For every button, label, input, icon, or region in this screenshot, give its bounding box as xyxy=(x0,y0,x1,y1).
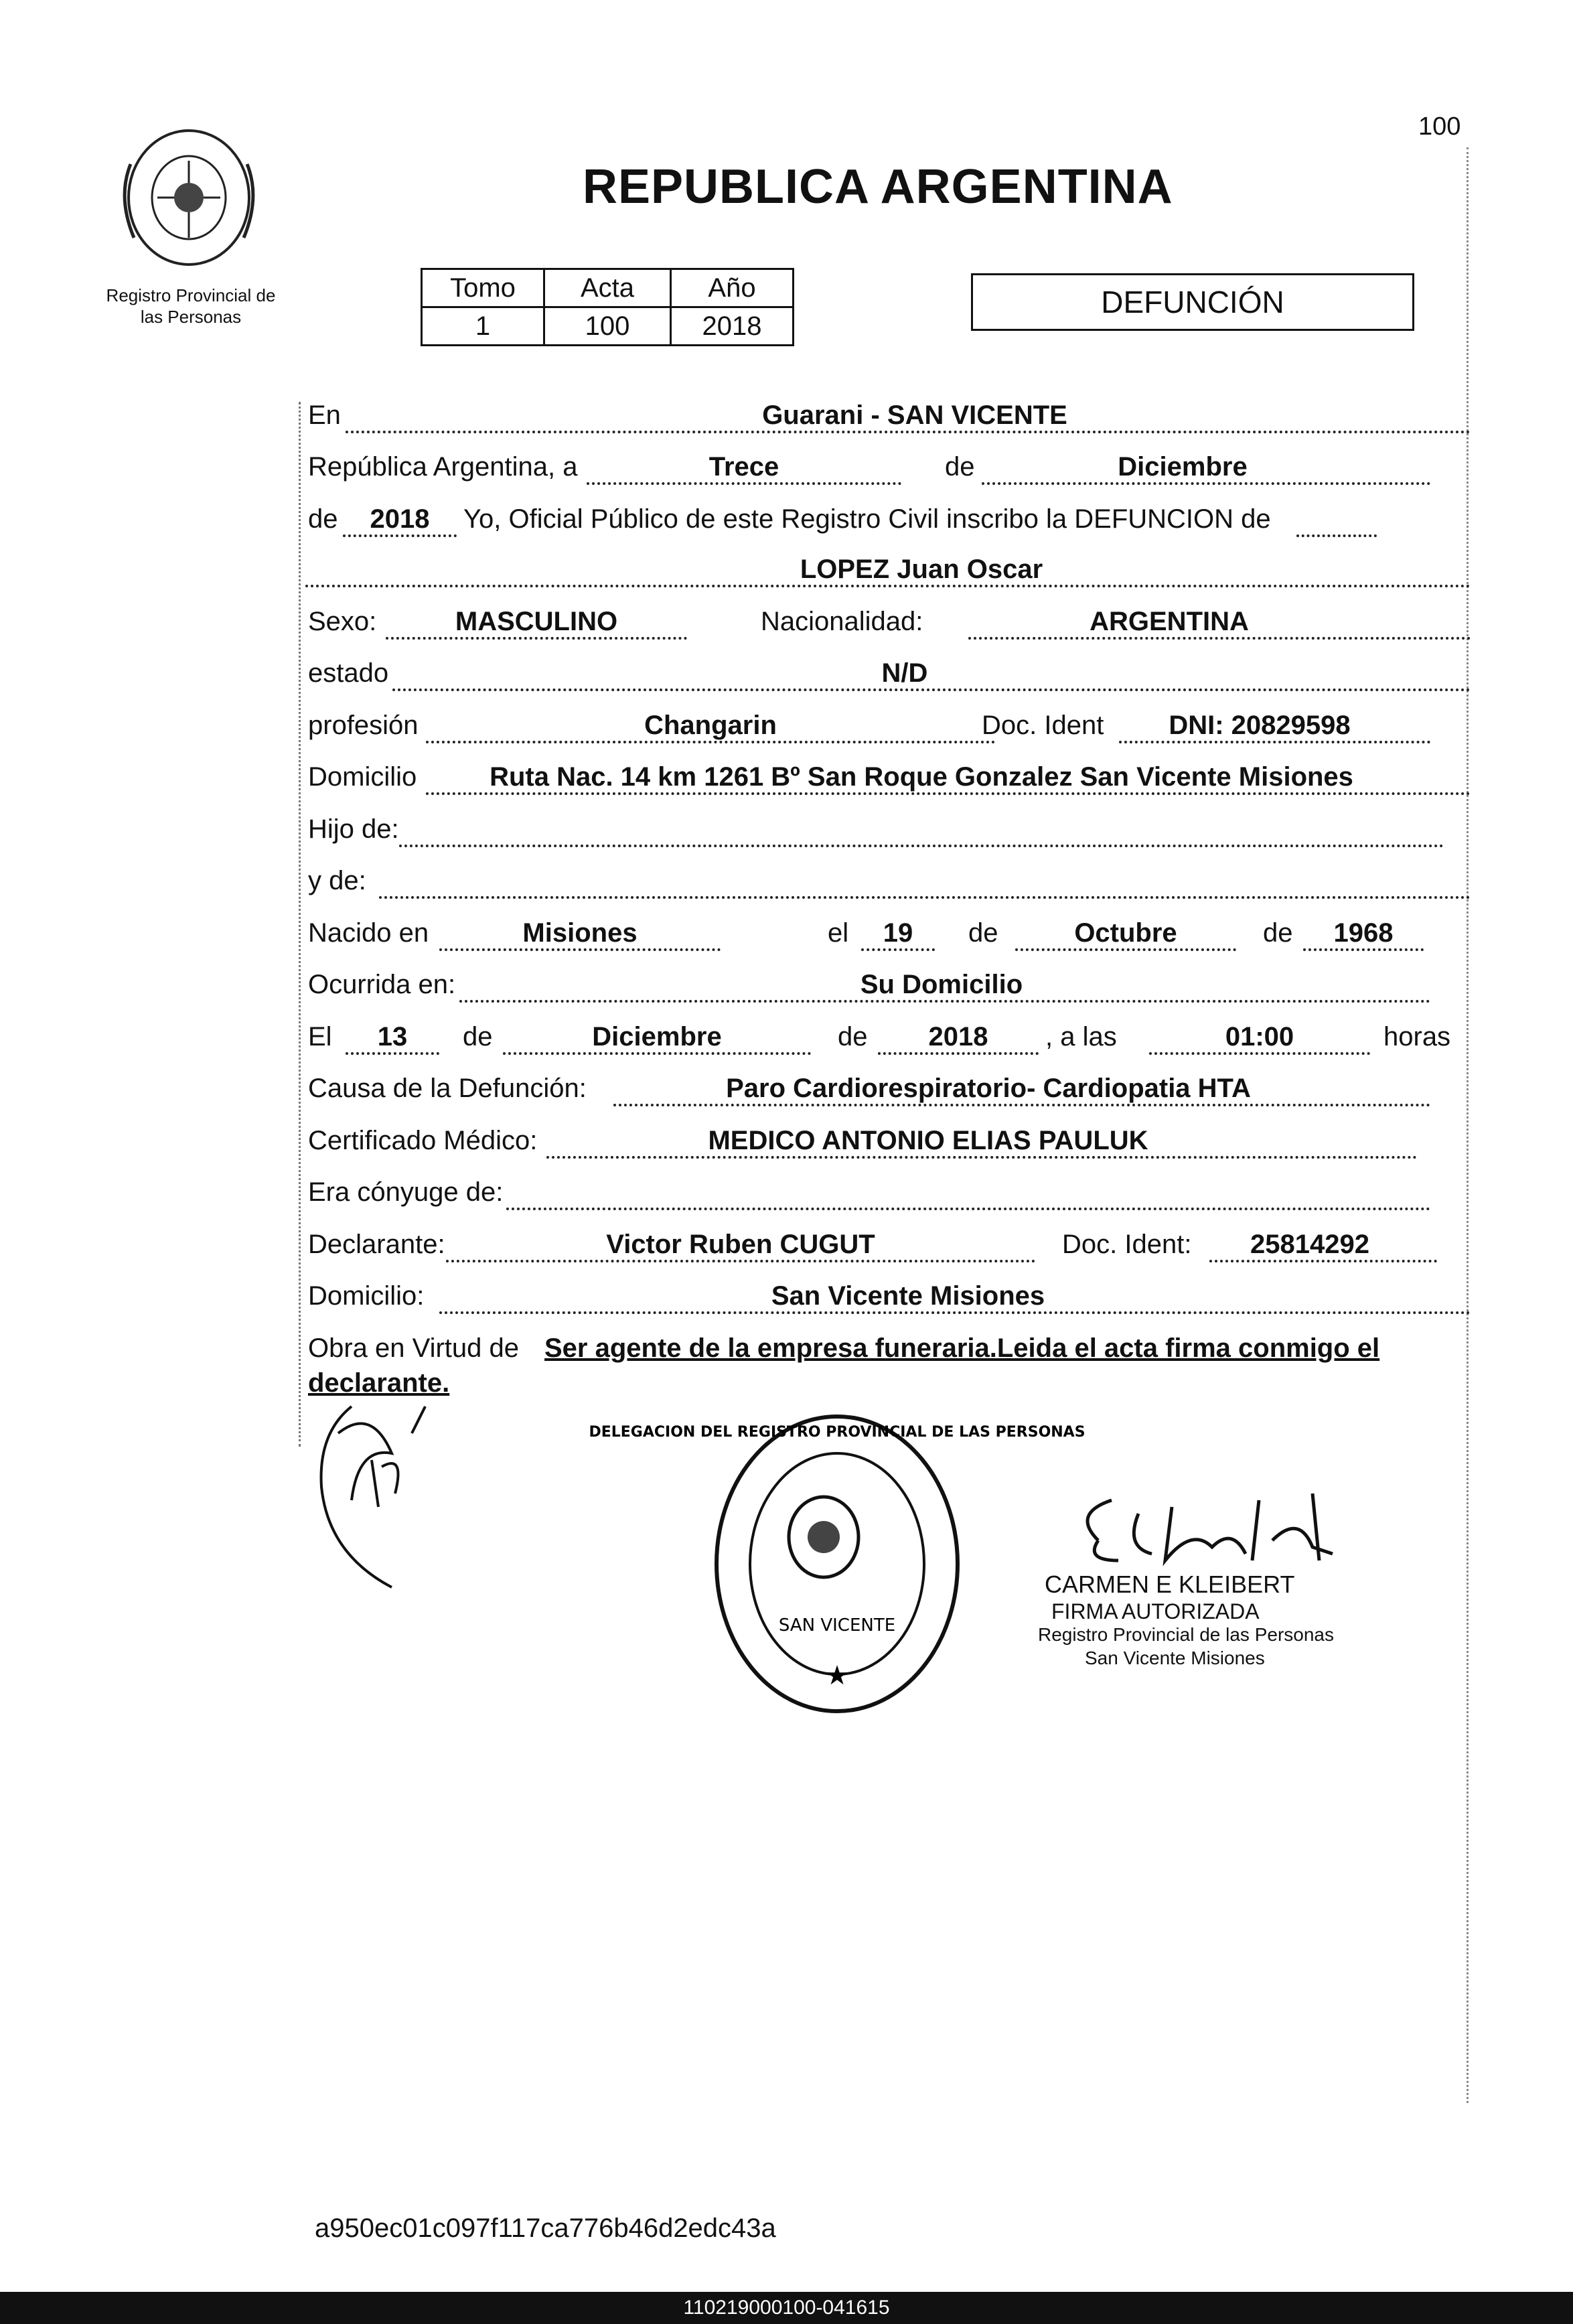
value-profesion: Changarin xyxy=(644,711,777,740)
label-en: En xyxy=(308,401,341,430)
page-number: 100 xyxy=(1418,113,1461,141)
label-obra: Obra en Virtud de xyxy=(308,1333,520,1363)
value-mes: Diciembre xyxy=(1118,452,1248,482)
label-doc-ident: Doc. Ident xyxy=(982,711,1104,740)
label-sexo: Sexo: xyxy=(308,607,377,636)
value-estado: N/D xyxy=(881,658,928,688)
page-title: REPUBLICA ARGENTINA xyxy=(583,160,1173,214)
value-domicilio: Ruta Nac. 14 km 1261 Bº San Roque Gonzalez San Vicente Misiones xyxy=(490,762,1353,792)
stamp-inner-text: SAN VICENTE xyxy=(778,1615,896,1636)
row-republica xyxy=(305,443,1444,490)
signer-name: CARMEN E KLEIBERT xyxy=(1045,1571,1295,1598)
value-doc: DNI: 20829598 xyxy=(1169,711,1351,740)
row-certificado xyxy=(305,1117,1444,1164)
value-fecha-anio: 2018 xyxy=(928,1022,988,1051)
label-a-las: , a las xyxy=(1045,1022,1117,1051)
value-obra-line2: declarante. xyxy=(308,1368,450,1398)
label-causa: Causa de la Defunción: xyxy=(308,1074,587,1103)
official-signature-block xyxy=(1038,1487,1379,1688)
label-y-de: y de: xyxy=(308,866,366,895)
signer-place: San Vicente Misiones xyxy=(1085,1648,1265,1668)
label-de2: de xyxy=(968,918,998,948)
row-ocurrida xyxy=(305,961,1444,1008)
header-acta: Acta xyxy=(544,269,671,307)
value-certificado: MEDICO ANTONIO ELIAS PAULUK xyxy=(708,1126,1148,1155)
footer-code: 110219000100-041615 xyxy=(0,2292,1573,2324)
value-declarante: Victor Ruben CUGUT xyxy=(606,1230,875,1259)
row-declarante xyxy=(305,1221,1444,1268)
value-nacido-dia: 19 xyxy=(883,918,913,948)
label-de: de xyxy=(945,452,975,482)
label-de5: de xyxy=(838,1022,868,1051)
header-tomo: Tomo xyxy=(422,269,544,307)
right-margin-dots xyxy=(1467,147,1469,2103)
row-sexo xyxy=(305,598,1471,645)
stamp-outer-text: DELEGACION DEL REGISTRO PROVINCIAL DE LAS PERSONAS xyxy=(589,1424,1085,1441)
value-ocurrida: Su Domicilio xyxy=(860,970,1023,999)
value-nacido-anio: 1968 xyxy=(1333,918,1394,948)
label-de4: de xyxy=(463,1022,493,1051)
label-hijo-de: Hijo de: xyxy=(308,814,399,844)
value-nacido-lugar: Misiones xyxy=(522,918,638,948)
label-ocurrida-en: Ocurrida en: xyxy=(308,970,456,999)
label-profesion: profesión xyxy=(308,711,419,740)
label-de3: de xyxy=(1263,918,1293,948)
label-nacionalidad: Nacionalidad: xyxy=(761,607,923,636)
value-sexo: MASCULINO xyxy=(455,607,618,636)
value-anio: 2018 xyxy=(370,504,430,534)
registry-label: Registro Provincial de las Personas xyxy=(106,285,276,327)
header-anio: Año xyxy=(671,269,794,307)
svg-text:★: ★ xyxy=(825,1660,849,1691)
label-nacido-en: Nacido en xyxy=(308,918,429,948)
label-declarante: Declarante: xyxy=(308,1230,445,1259)
value-obra-line1: Ser agente de la empresa funeraria.Leida el acta firma conmigo el xyxy=(544,1333,1380,1363)
row-nombre xyxy=(305,546,1471,593)
row-y-de xyxy=(305,857,1471,904)
row-domicilio2 xyxy=(305,1273,1471,1319)
label-estado: estado xyxy=(308,658,389,688)
label-certificado: Certificado Médico: xyxy=(308,1126,538,1155)
row-estado xyxy=(305,650,1471,697)
value-fecha-dia: 13 xyxy=(377,1022,408,1051)
value-nacido-mes: Octubre xyxy=(1074,918,1177,948)
label-oficial: Yo, Oficial Público de este Registro Civil inscribo la DEFUNCION de xyxy=(463,504,1271,534)
value-fecha-mes: Diciembre xyxy=(592,1022,722,1051)
row-nacido xyxy=(305,910,1444,956)
value-acta: 100 xyxy=(544,307,671,346)
value-declarante-domicilio: San Vicente Misiones xyxy=(771,1281,1045,1311)
value-anio: 2018 xyxy=(671,307,794,346)
label-domicilio2: Domicilio: xyxy=(308,1281,425,1311)
value-dia: Trece xyxy=(708,452,779,482)
value-causa: Paro Cardiorespiratorio- Cardiopatia HTA xyxy=(726,1074,1251,1103)
row-anio xyxy=(305,496,1310,542)
row-domicilio xyxy=(305,753,1471,800)
row-causa xyxy=(305,1065,1444,1112)
label-el-upper: El xyxy=(308,1022,332,1051)
signer-org: Registro Provincial de las Personas xyxy=(1038,1624,1334,1645)
value-hora: 01:00 xyxy=(1225,1022,1294,1051)
label-horas: horas xyxy=(1383,1022,1451,1051)
row-en xyxy=(305,392,1471,439)
document-type-box: DEFUNCIÓN xyxy=(971,273,1414,331)
label-el: el xyxy=(828,918,849,948)
row-hijo-de xyxy=(305,806,1444,853)
label-domicilio: Domicilio xyxy=(308,762,417,792)
value-nacionalidad: ARGENTINA xyxy=(1090,607,1249,636)
label-republica: República Argentina, a xyxy=(308,452,578,482)
label-conyuge: Era cónyuge de: xyxy=(308,1177,504,1207)
official-signature xyxy=(1058,1487,1366,1574)
row-conyuge xyxy=(305,1169,1444,1216)
row-fecha xyxy=(305,1013,1471,1060)
value-nombre: LOPEZ Juan Oscar xyxy=(800,555,1043,584)
reference-table xyxy=(421,268,794,346)
label-de-year: de xyxy=(308,504,338,534)
value-lugar: Guarani - SAN VICENTE xyxy=(762,401,1067,430)
margin-line xyxy=(299,402,301,1447)
signer-role: FIRMA AUTORIZADA xyxy=(1051,1599,1260,1623)
value-declarante-doc: 25814292 xyxy=(1250,1230,1369,1259)
official-stamp xyxy=(589,1410,1085,1718)
document-hash: a950ec01c097f117ca776b46d2edc43a xyxy=(315,2213,776,2243)
label-doc-ident2: Doc. Ident: xyxy=(1062,1230,1192,1259)
declarant-signature xyxy=(311,1393,459,1594)
row-profesion xyxy=(305,702,1444,749)
value-tomo: 1 xyxy=(422,307,544,346)
province-seal xyxy=(117,124,261,278)
